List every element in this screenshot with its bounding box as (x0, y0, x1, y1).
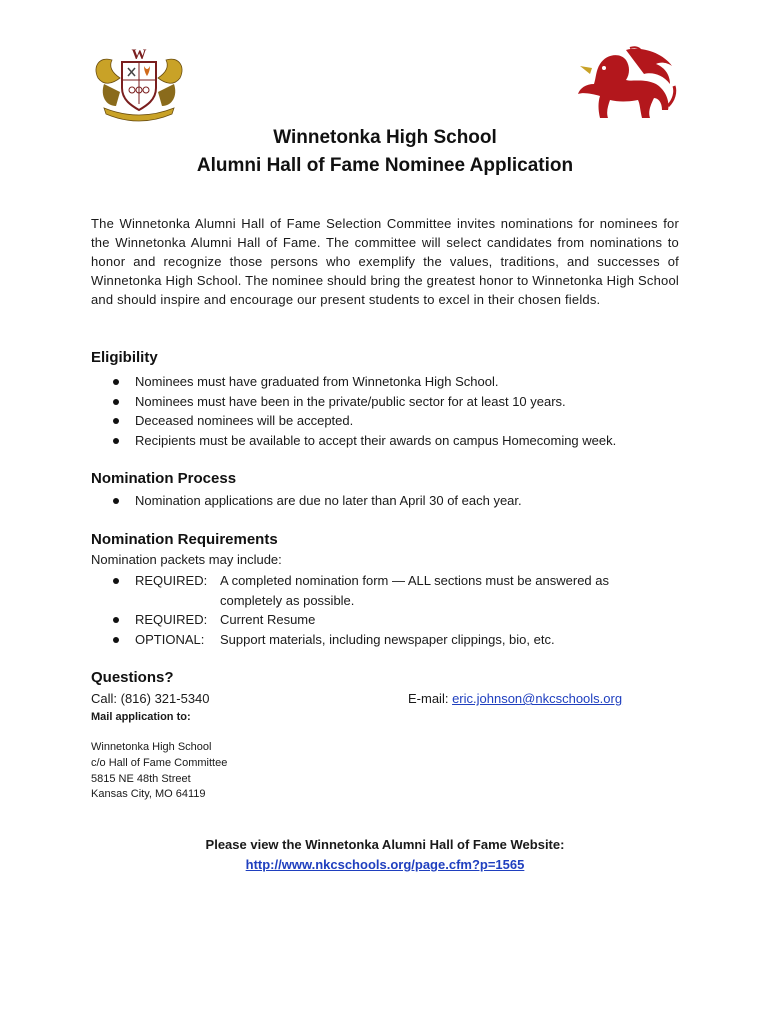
svg-text:W: W (131, 47, 147, 63)
requirement-text: Current Resume (220, 612, 316, 627)
eligibility-list (108, 372, 616, 450)
title-block (0, 124, 770, 180)
requirement-text: Support materials, including newspaper clippings, bio, etc. (220, 631, 555, 647)
address-line: 5815 NE 48th Street (91, 772, 191, 785)
intro-paragraph: The Winnetonka Alumni Hall of Fame Selection Committee invites nominations for nominees for the Winnetonka Alumni Hall of Fame. The committee will select candidates from nominations to honor and recognize those persons who exemplify the values, traditions, and successes of Winnetonka High School. The nominee should bring the greatest honor to Winnetonka High School and should inspire and encourage our present students to excel in their chosen fields. (91, 216, 679, 307)
mail-label: Mail application to: (91, 711, 191, 723)
requirements-intro: Nomination packets may include: (91, 552, 282, 567)
list-item: Recipients must be available to accept their awards on campus Homecoming week. (108, 431, 616, 451)
list-item: Nominees must have graduated from Winnetonka High School. (108, 372, 616, 392)
list-item-continuation (108, 591, 609, 611)
website-prompt: Please view the Winnetonka Alumni Hall of Fame Website: (205, 837, 565, 852)
email-link[interactable]: eric.johnson@nkcschools.org (452, 691, 623, 706)
email-label: E-mail: (408, 691, 453, 706)
website-footer (0, 835, 770, 875)
requirements-list (108, 571, 609, 649)
website-link[interactable]: http://www.nkcschools.org/page.cfm?p=1565 (245, 857, 525, 872)
griffin-mascot-logo (570, 44, 680, 124)
page-title-school: Winnetonka High School (273, 127, 497, 148)
list-item: Nomination applications are due no later than April 30 of each year. (108, 491, 522, 511)
requirement-key: REQUIRED: (135, 612, 208, 627)
questions-heading: Questions? (91, 669, 174, 686)
process-heading: Nomination Process (91, 470, 237, 487)
process-list (108, 491, 522, 511)
page-title-application: Alumni Hall of Fame Nominee Application (196, 155, 574, 176)
list-item: Nominees must have been in the private/public sector for at least 10 years. (108, 392, 616, 412)
eligibility-heading: Eligibility (91, 349, 158, 366)
address-line: c/o Hall of Fame Committee (91, 756, 228, 769)
address-line: Winnetonka High School (91, 741, 212, 753)
phone-number: Call: (816) 321-5340 (91, 691, 210, 706)
mailing-address (91, 740, 227, 803)
requirement-text-continued: completely as possible. (220, 592, 355, 608)
requirement-key: REQUIRED: (135, 573, 208, 588)
requirements-heading: Nomination Requirements (91, 531, 278, 548)
email-line (408, 691, 622, 706)
school-crest-logo (90, 44, 188, 122)
list-item (108, 630, 609, 650)
list-item: Deceased nominees will be accepted. (108, 411, 616, 431)
list-item (108, 571, 609, 591)
requirement-text: A completed nomination form — ALL sections must be answered as (220, 573, 609, 588)
list-item (108, 610, 609, 630)
requirement-key: OPTIONAL: (135, 631, 205, 647)
address-line: Kansas City, MO 64119 (91, 788, 206, 801)
